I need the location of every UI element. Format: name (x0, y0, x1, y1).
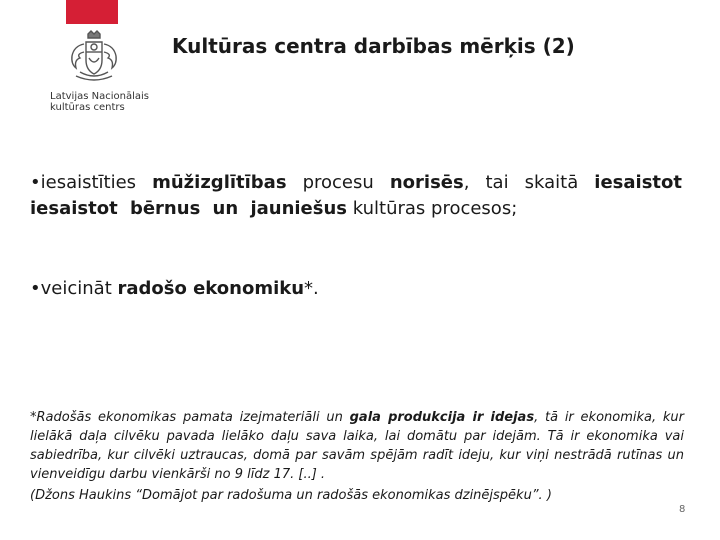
logo-text-line1: Latvijas Nacionālais (50, 91, 149, 102)
footnote (30, 408, 684, 505)
coat-of-arms-icon (64, 30, 124, 88)
footnote-text: , tā ir ekonomika, kur lielākā daļa cilvēku pavada lielāko daļu sava laika, lai domātu par idejām. Tā ir ekonomika vai sabiedrība, kur cilvēki uztraucas, domā par savām spējām radīt ideju, kur viņi nestrādā rutīnas un vienveidīgu darbu vienkārši no 9 līdz 17. [..] . (30, 410, 685, 482)
bold-term: norisēs (389, 172, 464, 193)
page-number: 8 (679, 504, 686, 515)
bold-term: radošo ekonomiku (117, 278, 305, 299)
slide-title: Kultūras centra darbības mērķis (2) (172, 34, 575, 58)
logo-text-line2: kultūras centrs (50, 102, 125, 113)
bullet-text: veicināt (40, 278, 118, 299)
bullet-text: kultūras procesos; (347, 198, 518, 219)
bold-term: iesaistot iesaistot bērnus un jauniešus (30, 172, 682, 219)
footnote-bold: gala produkcija ir idejas (349, 410, 535, 425)
brand-red-bar (66, 0, 118, 24)
bullet-lifelong-learning (30, 170, 682, 222)
bullet-text: , tai skaitā (463, 172, 595, 193)
footnote-text: *Radošās ekonomikas pamata izejmateriāli un (30, 410, 350, 425)
bullet-marker: • (30, 278, 41, 299)
bullet-creative-economy (30, 276, 682, 302)
bullet-text: iesaistīties (40, 172, 153, 193)
footnote-source: (Džons Haukins “Domājot par radošuma un radošās ekonomikas dzinējspēku”. ) (30, 488, 552, 503)
bullet-marker: • (30, 172, 41, 193)
bullet-text: procesu (286, 172, 390, 193)
bold-term: mūžizglītības (152, 172, 287, 193)
bullet-text: *. (304, 278, 319, 299)
lnkc-logo (44, 30, 149, 120)
